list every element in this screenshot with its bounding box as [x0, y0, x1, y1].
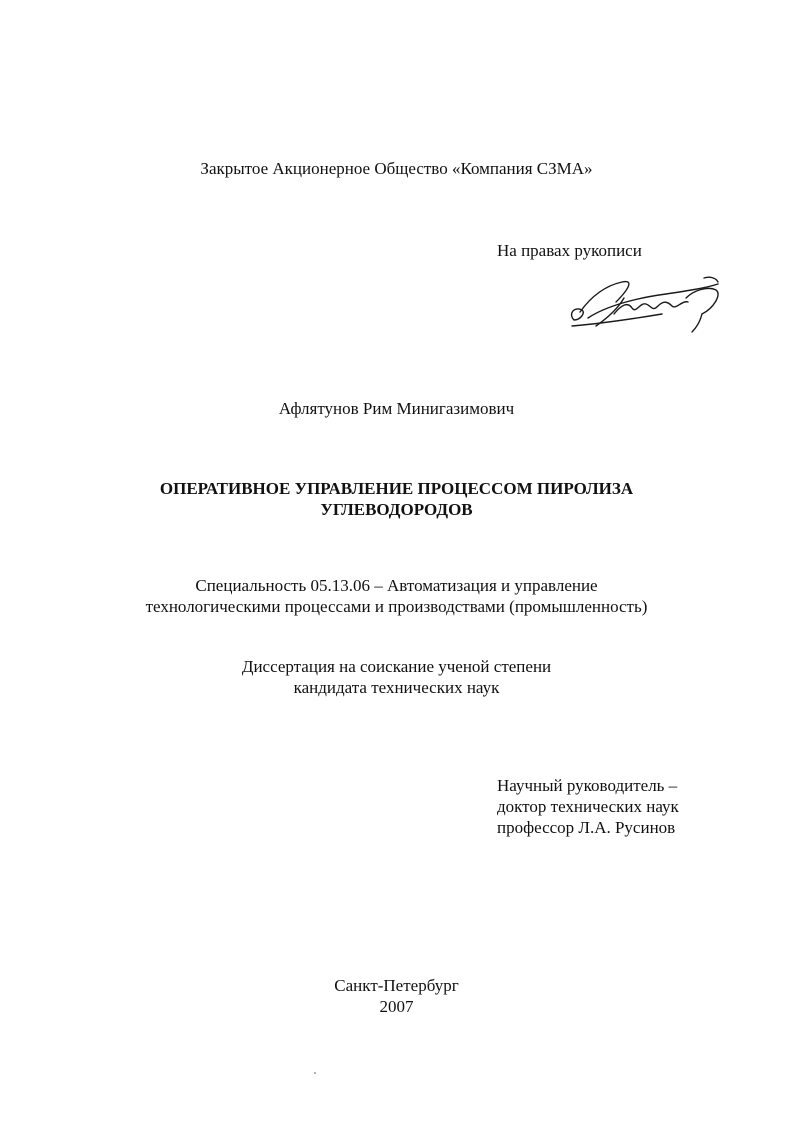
supervisor-line-3: профессор Л.А. Русинов [497, 818, 676, 837]
degree-line-2: кандидата технических наук [293, 678, 500, 697]
signature-image [566, 268, 726, 338]
specialty-line-1: Специальность 05.13.06 – Автоматизация и управление [195, 576, 598, 595]
scan-speck [314, 1072, 316, 1074]
manuscript-note: На правах рукописи [497, 241, 642, 260]
degree-line-1: Диссертация на соискание ученой степени [241, 657, 552, 676]
year: 2007 [379, 997, 414, 1016]
specialty-line-2: технологическими процессами и производствами (промышленность) [145, 597, 648, 616]
thesis-title-line-1: ОПЕРАТИВНОЕ УПРАВЛЕНИЕ ПРОЦЕССОМ ПИРОЛИЗА [159, 479, 634, 498]
thesis-title-line-2: УГЛЕВОДОРОДОВ [320, 500, 473, 519]
organization-name: Закрытое Акционерное Общество «Компания СЗМА» [200, 159, 593, 178]
author-name: Афлятунов Рим Минигазимович [278, 399, 515, 418]
supervisor-line-1: Научный руководитель – [497, 776, 678, 795]
city: Санкт-Петербург [334, 976, 459, 995]
supervisor-line-2: доктор технических наук [497, 797, 679, 816]
